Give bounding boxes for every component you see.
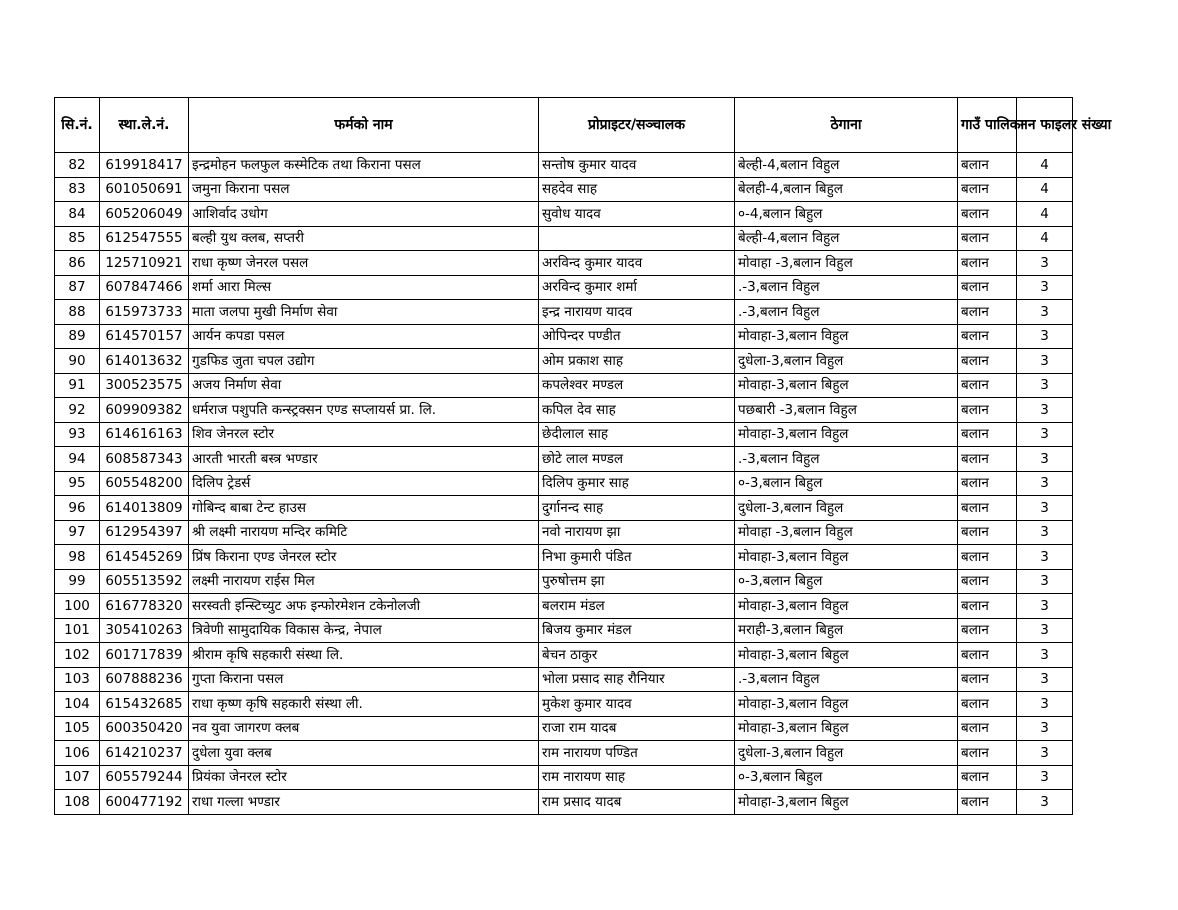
address-cell: मोवाहा-3,बलान विहुल <box>735 594 958 619</box>
table-row <box>55 177 1073 202</box>
pan-number-cell: 305410263 <box>100 618 189 643</box>
proprietor-cell: छेदीलाल साह <box>539 422 735 447</box>
municipality-cell: बलान <box>958 741 1017 766</box>
address-cell: ०-3,बलान बिहुल <box>735 765 958 790</box>
address-cell: मोवाहा-3,बलान विहुल <box>735 545 958 570</box>
serial-number-cell: 89 <box>55 324 100 349</box>
non-filer-count-cell: 3 <box>1017 569 1073 594</box>
non-filer-count-cell: 3 <box>1017 275 1073 300</box>
serial-number-cell: 102 <box>55 643 100 668</box>
address-cell: बेल्ही-4,बलान विहुल <box>735 153 958 178</box>
municipality-cell: बलान <box>958 692 1017 717</box>
table-row <box>55 324 1073 349</box>
proprietor-cell: सुवोध यादव <box>539 202 735 227</box>
table-row <box>55 716 1073 741</box>
table-row <box>55 765 1073 790</box>
pan-number-cell: 614210237 <box>100 741 189 766</box>
proprietor-cell: अरविन्द कुमार शर्मा <box>539 275 735 300</box>
pan-number-cell: 615973733 <box>100 300 189 325</box>
table-row <box>55 496 1073 521</box>
non-filer-count-cell: 3 <box>1017 667 1073 692</box>
firm-name-cell: आर्यन कपडा पसल <box>189 324 539 349</box>
serial-number-cell: 99 <box>55 569 100 594</box>
proprietor-cell: सहदेव साह <box>539 177 735 202</box>
address-cell: मोवाहा-3,बलान विहुल <box>735 422 958 447</box>
proprietor-cell: नवो नारायण झा <box>539 520 735 545</box>
municipality-cell: बलान <box>958 520 1017 545</box>
pan-number-cell: 600350420 <box>100 716 189 741</box>
header-address: ठेगाना <box>735 98 958 153</box>
address-cell: .-3,बलान विहुल <box>735 300 958 325</box>
firm-name-cell: राधा कृष्ण कृषि सहकारी संस्था ली. <box>189 692 539 717</box>
serial-number-cell: 88 <box>55 300 100 325</box>
serial-number-cell: 96 <box>55 496 100 521</box>
address-cell: मोवाहा-3,बलान विहुल <box>735 324 958 349</box>
pan-number-cell: 612954397 <box>100 520 189 545</box>
table-row <box>55 398 1073 423</box>
non-filer-count-cell: 4 <box>1017 202 1073 227</box>
municipality-cell: बलान <box>958 545 1017 570</box>
pan-number-cell: 614616163 <box>100 422 189 447</box>
municipality-cell: बलान <box>958 226 1017 251</box>
proprietor-cell: भोला प्रसाद साह रौनियार <box>539 667 735 692</box>
municipality-cell: बलान <box>958 349 1017 374</box>
table-row <box>55 471 1073 496</box>
address-cell: मोवाहा -3,बलान विहुल <box>735 251 958 276</box>
address-cell: ०-3,बलान बिहुल <box>735 471 958 496</box>
firm-name-cell: इन्द्रमोहन फलफुल कस्मेटिक तथा किराना पसल <box>189 153 539 178</box>
table-row <box>55 251 1073 276</box>
firm-name-cell: जमुना किराना पसल <box>189 177 539 202</box>
firm-name-cell: प्रियंका जेनरल स्टोर <box>189 765 539 790</box>
serial-number-cell: 91 <box>55 373 100 398</box>
municipality-cell: बलान <box>958 398 1017 423</box>
firm-name-cell: आरती भारती बस्त्र भण्डार <box>189 447 539 472</box>
pan-number-cell: 608587343 <box>100 447 189 472</box>
table-row <box>55 349 1073 374</box>
address-cell: .-3,बलान विहुल <box>735 447 958 472</box>
address-cell: दुधेला-3,बलान विहुल <box>735 741 958 766</box>
pan-number-cell: 600477192 <box>100 790 189 815</box>
serial-number-cell: 95 <box>55 471 100 496</box>
municipality-cell: बलान <box>958 153 1017 178</box>
firm-name-cell: दुधेला युवा क्लब <box>189 741 539 766</box>
proprietor-cell: इन्द्र नारायण यादव <box>539 300 735 325</box>
serial-number-cell: 84 <box>55 202 100 227</box>
firm-name-cell: लक्ष्मी नारायण राईस मिल <box>189 569 539 594</box>
proprietor-cell: राम प्रसाद यादब <box>539 790 735 815</box>
proprietor-cell: अरविन्द कुमार यादव <box>539 251 735 276</box>
non-filer-count-cell: 3 <box>1017 618 1073 643</box>
address-cell: .-3,बलान विहुल <box>735 275 958 300</box>
pan-number-cell: 614570157 <box>100 324 189 349</box>
non-filer-count-cell: 3 <box>1017 765 1073 790</box>
serial-number-cell: 90 <box>55 349 100 374</box>
municipality-cell: बलान <box>958 300 1017 325</box>
address-cell: दुधेला-3,बलान विहुल <box>735 496 958 521</box>
municipality-cell: बलान <box>958 202 1017 227</box>
pan-number-cell: 605579244 <box>100 765 189 790</box>
pan-number-cell: 605206049 <box>100 202 189 227</box>
pan-number-cell: 605548200 <box>100 471 189 496</box>
serial-number-cell: 87 <box>55 275 100 300</box>
pan-number-cell: 614013809 <box>100 496 189 521</box>
firm-name-cell: त्रिवेणी सामुदायिक विकास केन्द्र, नेपाल <box>189 618 539 643</box>
proprietor-cell: राम नारायण पण्डित <box>539 741 735 766</box>
table-row <box>55 692 1073 717</box>
header-non-filer-count: नन फाइलर संख्या <box>1017 98 1073 153</box>
proprietor-cell: मुकेश कुमार यादव <box>539 692 735 717</box>
firm-name-cell: गुडफिड जुता चपल उद्योग <box>189 349 539 374</box>
table-row <box>55 300 1073 325</box>
serial-number-cell: 107 <box>55 765 100 790</box>
non-filer-count-cell: 3 <box>1017 471 1073 496</box>
table-row <box>55 520 1073 545</box>
pan-number-cell: 601050691 <box>100 177 189 202</box>
address-cell: बेलही-4,बलान बिहुल <box>735 177 958 202</box>
header-proprietor: प्रोप्राइटर/सञ्चालक <box>539 98 735 153</box>
table-row <box>55 643 1073 668</box>
table-row <box>55 275 1073 300</box>
firm-name-cell: गुप्ता किराना पसल <box>189 667 539 692</box>
table-row <box>55 594 1073 619</box>
non-filer-count-cell: 3 <box>1017 545 1073 570</box>
proprietor-cell: बेचन ठाकुर <box>539 643 735 668</box>
non-filer-count-cell: 3 <box>1017 422 1073 447</box>
table-row <box>55 618 1073 643</box>
firm-name-cell: अजय निर्माण सेवा <box>189 373 539 398</box>
pan-number-cell: 125710921 <box>100 251 189 276</box>
pan-number-cell: 300523575 <box>100 373 189 398</box>
municipality-cell: बलान <box>958 251 1017 276</box>
municipality-cell: बलान <box>958 471 1017 496</box>
firm-name-cell: धर्मराज पशुपति कन्स्ट्रक्सन एण्ड सप्लायर्स प्रा. लि. <box>189 398 539 423</box>
table-row <box>55 226 1073 251</box>
proprietor-cell: दुर्गानन्द साह <box>539 496 735 521</box>
pan-number-cell: 601717839 <box>100 643 189 668</box>
pan-number-cell: 615432685 <box>100 692 189 717</box>
table-row <box>55 569 1073 594</box>
firm-name-cell: श्रीराम कृषि सहकारी संस्था लि. <box>189 643 539 668</box>
firm-name-cell: प्रिंष किराना एण्ड जेनरल स्टोर <box>189 545 539 570</box>
non-filer-table <box>54 97 1112 815</box>
municipality-cell: बलान <box>958 324 1017 349</box>
firm-name-cell: बल्ही युथ क्लब, सप्तरी <box>189 226 539 251</box>
non-filer-count-cell: 3 <box>1017 520 1073 545</box>
serial-number-cell: 108 <box>55 790 100 815</box>
firm-name-cell: सरस्वती इन्स्टिच्युट अफ इन्फोरमेशन टकेनोलजी <box>189 594 539 619</box>
pan-number-cell: 614545269 <box>100 545 189 570</box>
proprietor-cell: ओम प्रकाश साह <box>539 349 735 374</box>
municipality-cell: बलान <box>958 496 1017 521</box>
table-row <box>55 153 1073 178</box>
header-municipality: गाउँ पालिका <box>958 98 1017 153</box>
non-filer-count-cell: 3 <box>1017 251 1073 276</box>
pan-number-cell: 609909382 <box>100 398 189 423</box>
serial-number-cell: 106 <box>55 741 100 766</box>
serial-number-cell: 101 <box>55 618 100 643</box>
table-row <box>55 545 1073 570</box>
serial-number-cell: 100 <box>55 594 100 619</box>
firm-name-cell: श्री लक्ष्मी नारायण मन्दिर कमिटि <box>189 520 539 545</box>
pan-number-cell: 612547555 <box>100 226 189 251</box>
address-cell: मोवाहा -3,बलान विहुल <box>735 520 958 545</box>
proprietor-cell: बलराम मंडल <box>539 594 735 619</box>
non-filer-count-cell: 3 <box>1017 324 1073 349</box>
proprietor-cell: राजा राम यादब <box>539 716 735 741</box>
table-body <box>55 153 1073 815</box>
header-row <box>55 98 1073 153</box>
municipality-cell: बलान <box>958 643 1017 668</box>
pan-number-cell: 607888236 <box>100 667 189 692</box>
municipality-cell: बलान <box>958 667 1017 692</box>
firm-name-cell: आशिर्वाद उधोग <box>189 202 539 227</box>
non-filer-count-cell: 4 <box>1017 177 1073 202</box>
table-row <box>55 790 1073 815</box>
proprietor-cell <box>539 226 735 251</box>
address-cell: मोवाहा-3,बलान बिहुल <box>735 373 958 398</box>
proprietor-cell: कपिल देव साह <box>539 398 735 423</box>
non-filer-count-cell: 3 <box>1017 594 1073 619</box>
table-row <box>55 667 1073 692</box>
header-firm-name: फर्मको नाम <box>189 98 539 153</box>
address-cell: .-3,बलान विहुल <box>735 667 958 692</box>
table-row <box>55 422 1073 447</box>
proprietor-cell: निभा कुमारी पंडित <box>539 545 735 570</box>
proprietor-cell: सन्तोष कुमार यादव <box>539 153 735 178</box>
municipality-cell: बलान <box>958 447 1017 472</box>
address-cell: पछबारी -3,बलान विहुल <box>735 398 958 423</box>
firm-name-cell: गोबिन्द बाबा टेन्ट हाउस <box>189 496 539 521</box>
serial-number-cell: 105 <box>55 716 100 741</box>
serial-number-cell: 94 <box>55 447 100 472</box>
municipality-cell: बलान <box>958 177 1017 202</box>
address-cell: मोवाहा-3,बलान बिहुल <box>735 716 958 741</box>
municipality-cell: बलान <box>958 373 1017 398</box>
non-filer-count-cell: 4 <box>1017 226 1073 251</box>
serial-number-cell: 92 <box>55 398 100 423</box>
header-serial-number: सि.नं. <box>55 98 100 153</box>
non-filer-count-cell: 3 <box>1017 741 1073 766</box>
pan-number-cell: 614013632 <box>100 349 189 374</box>
header-pan-number: स्था.ले.नं. <box>100 98 189 153</box>
non-filer-count-cell: 3 <box>1017 349 1073 374</box>
municipality-cell: बलान <box>958 275 1017 300</box>
municipality-cell: बलान <box>958 765 1017 790</box>
proprietor-cell: राम नारायण साह <box>539 765 735 790</box>
address-cell: दुधेला-3,बलान विहुल <box>735 349 958 374</box>
serial-number-cell: 97 <box>55 520 100 545</box>
non-filer-count-cell: 3 <box>1017 496 1073 521</box>
serial-number-cell: 104 <box>55 692 100 717</box>
address-cell: मराही-3,बलान बिहुल <box>735 618 958 643</box>
pan-number-cell: 616778320 <box>100 594 189 619</box>
municipality-cell: बलान <box>958 618 1017 643</box>
address-cell: बेल्ही-4,बलान विहुल <box>735 226 958 251</box>
firm-name-cell: शर्मा आरा मिल्स <box>189 275 539 300</box>
address-cell: मोवाहा-3,बलान बिहुल <box>735 790 958 815</box>
serial-number-cell: 86 <box>55 251 100 276</box>
non-filer-count-cell: 3 <box>1017 373 1073 398</box>
firm-name-cell: माता जलपा मुखी निर्माण सेवा <box>189 300 539 325</box>
address-cell: मोवाहा-3,बलान विहुल <box>735 692 958 717</box>
non-filer-count-cell: 3 <box>1017 398 1073 423</box>
pan-number-cell: 605513592 <box>100 569 189 594</box>
proprietor-cell: दिलिप कुमार साह <box>539 471 735 496</box>
address-cell: ०-4,बलान बिहुल <box>735 202 958 227</box>
address-cell: ०-3,बलान बिहुल <box>735 569 958 594</box>
non-filer-count-cell: 4 <box>1017 153 1073 178</box>
non-filer-count-cell: 3 <box>1017 716 1073 741</box>
non-filer-count-cell: 3 <box>1017 643 1073 668</box>
firm-name-cell: राधा गल्ला भण्डार <box>189 790 539 815</box>
serial-number-cell: 93 <box>55 422 100 447</box>
pan-number-cell: 607847466 <box>100 275 189 300</box>
serial-number-cell: 103 <box>55 667 100 692</box>
firm-name-cell: दिलिप ट्रेडर्स <box>189 471 539 496</box>
firm-name-cell: नव युवा जागरण क्लब <box>189 716 539 741</box>
municipality-cell: बलान <box>958 790 1017 815</box>
firm-name-cell: राधा कृष्ण जेनरल पसल <box>189 251 539 276</box>
serial-number-cell: 83 <box>55 177 100 202</box>
address-cell: मोवाहा-3,बलान बिहुल <box>735 643 958 668</box>
proprietor-cell: ओपिन्दर पण्डीत <box>539 324 735 349</box>
table-row <box>55 373 1073 398</box>
non-filer-count-cell: 3 <box>1017 300 1073 325</box>
municipality-cell: बलान <box>958 569 1017 594</box>
table-row <box>55 741 1073 766</box>
table-row <box>55 447 1073 472</box>
municipality-cell: बलान <box>958 594 1017 619</box>
proprietor-cell: कपलेश्वर मण्डल <box>539 373 735 398</box>
non-filer-count-cell: 3 <box>1017 692 1073 717</box>
municipality-cell: बलान <box>958 422 1017 447</box>
proprietor-cell: छोटे लाल मण्डल <box>539 447 735 472</box>
serial-number-cell: 85 <box>55 226 100 251</box>
table-row <box>55 202 1073 227</box>
proprietor-cell: पुरुषोत्तम झा <box>539 569 735 594</box>
firm-name-cell: शिव जेनरल स्टोर <box>189 422 539 447</box>
non-filer-count-cell: 3 <box>1017 447 1073 472</box>
serial-number-cell: 98 <box>55 545 100 570</box>
proprietor-cell: बिजय कुमार मंडल <box>539 618 735 643</box>
serial-number-cell: 82 <box>55 153 100 178</box>
municipality-cell: बलान <box>958 716 1017 741</box>
pan-number-cell: 619918417 <box>100 153 189 178</box>
non-filer-count-cell: 3 <box>1017 790 1073 815</box>
